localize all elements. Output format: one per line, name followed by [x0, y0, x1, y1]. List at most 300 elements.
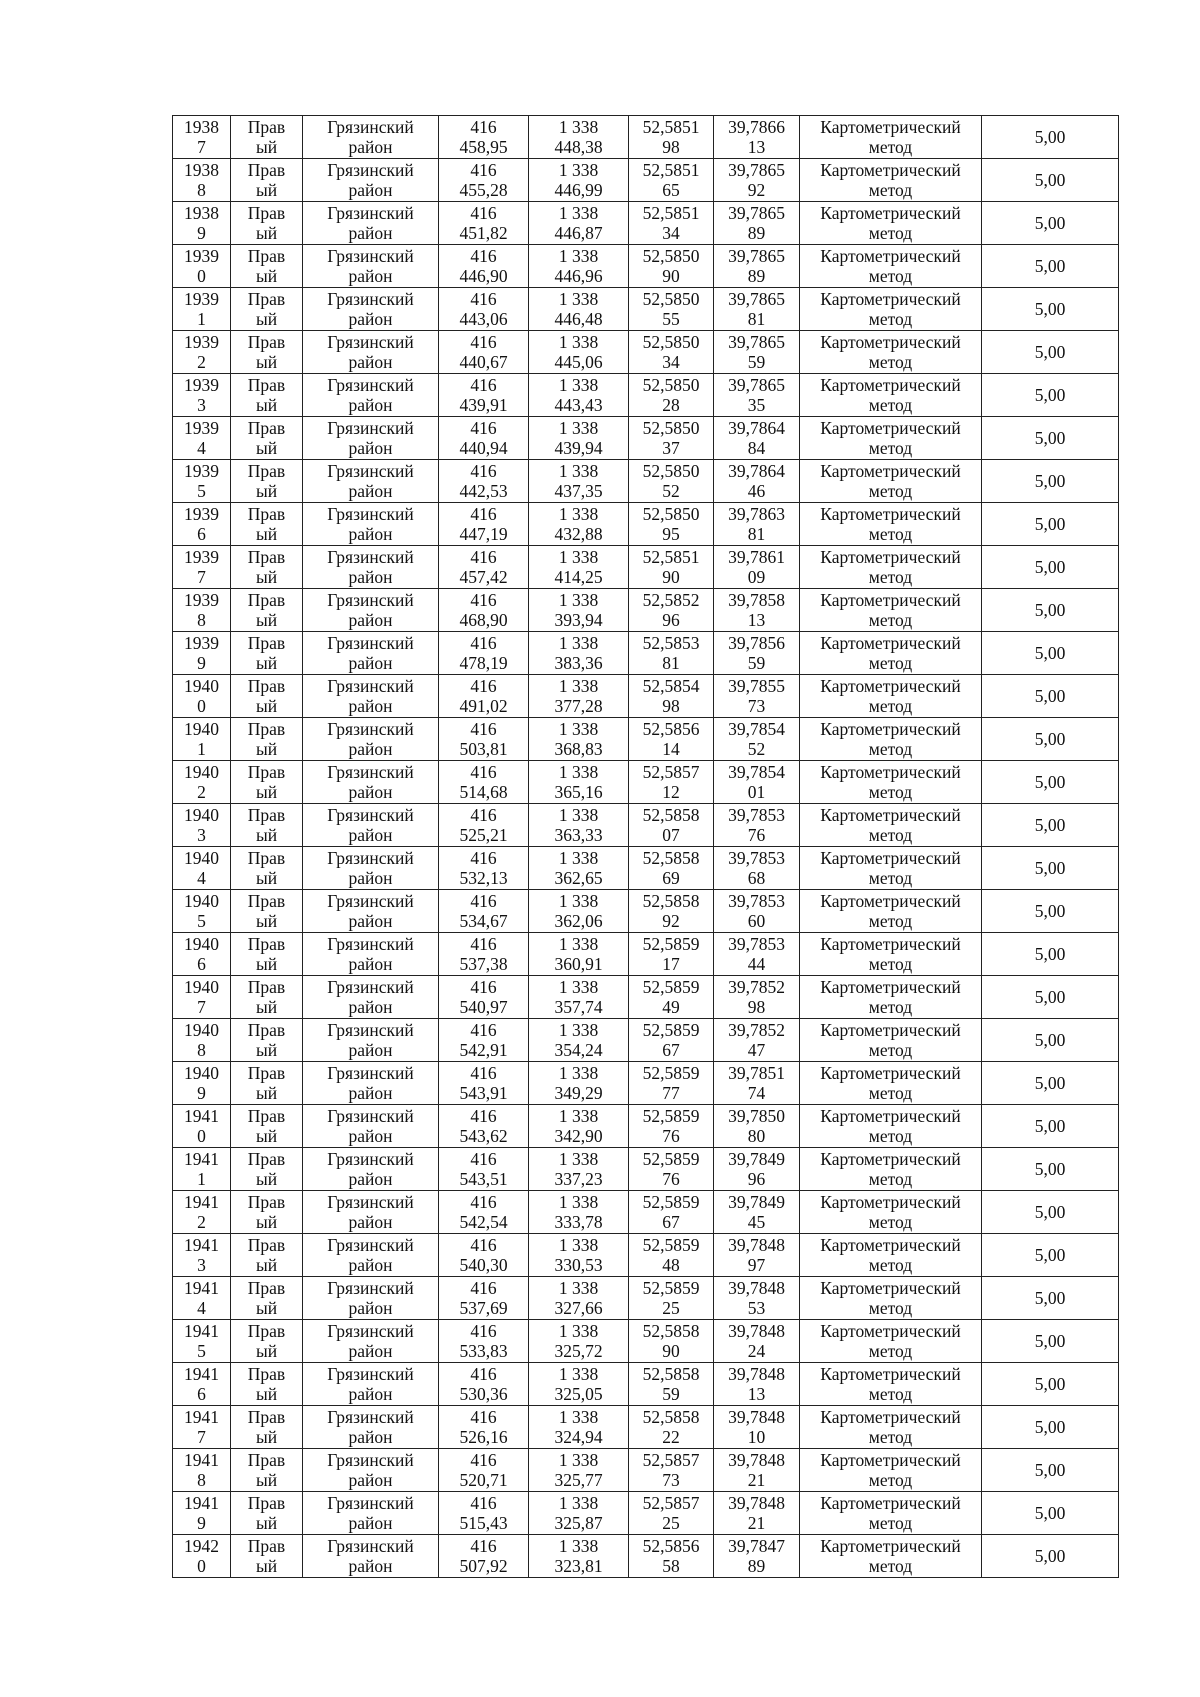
method-cell: Картометрический метод: [800, 202, 982, 245]
coordinate-y-cell: 1 338 445,06: [529, 331, 629, 374]
table-row: [173, 718, 1119, 761]
accuracy-cell: 5,00: [982, 976, 1119, 1019]
coordinate-y-cell: 1 338 342,90: [529, 1105, 629, 1148]
coordinate-x-cell: 416 537,38: [439, 933, 529, 976]
district-cell: Грязинский район: [303, 1019, 439, 1062]
longitude-cell: 39,7864 84: [714, 417, 800, 460]
bank-side-cell: Прав ый: [231, 1234, 303, 1277]
point-number-cell: 1942 0: [173, 1535, 231, 1578]
district-cell: Грязинский район: [303, 718, 439, 761]
point-number-cell: 1941 3: [173, 1234, 231, 1277]
bank-side-cell: Прав ый: [231, 976, 303, 1019]
method-cell: Картометрический метод: [800, 847, 982, 890]
latitude-cell: 52,5851 90: [629, 546, 714, 589]
accuracy-cell: 5,00: [982, 1148, 1119, 1191]
accuracy-cell: 5,00: [982, 1062, 1119, 1105]
coordinate-x-cell: 416 532,13: [439, 847, 529, 890]
longitude-cell: 39,7865 92: [714, 159, 800, 202]
latitude-cell: 52,5850 37: [629, 417, 714, 460]
accuracy-cell: 5,00: [982, 933, 1119, 976]
coordinate-x-cell: 416 440,94: [439, 417, 529, 460]
method-cell: Картометрический метод: [800, 159, 982, 202]
accuracy-cell: 5,00: [982, 1320, 1119, 1363]
point-number-cell: 1941 7: [173, 1406, 231, 1449]
method-cell: Картометрический метод: [800, 1320, 982, 1363]
coordinate-y-cell: 1 338 354,24: [529, 1019, 629, 1062]
table-row: [173, 417, 1119, 460]
accuracy-cell: 5,00: [982, 202, 1119, 245]
bank-side-cell: Прав ый: [231, 589, 303, 632]
coordinate-x-cell: 416 540,30: [439, 1234, 529, 1277]
latitude-cell: 52,5859 67: [629, 1019, 714, 1062]
latitude-cell: 52,5859 49: [629, 976, 714, 1019]
accuracy-cell: 5,00: [982, 331, 1119, 374]
table-row: [173, 933, 1119, 976]
accuracy-cell: 5,00: [982, 159, 1119, 202]
table-row: [173, 1363, 1119, 1406]
coordinate-x-cell: 416 457,42: [439, 546, 529, 589]
latitude-cell: 52,5859 17: [629, 933, 714, 976]
district-cell: Грязинский район: [303, 1277, 439, 1320]
longitude-cell: 39,7849 45: [714, 1191, 800, 1234]
latitude-cell: 52,5859 67: [629, 1191, 714, 1234]
latitude-cell: 52,5853 81: [629, 632, 714, 675]
accuracy-cell: 5,00: [982, 804, 1119, 847]
accuracy-cell: 5,00: [982, 675, 1119, 718]
bank-side-cell: Прав ый: [231, 245, 303, 288]
point-number-cell: 1938 9: [173, 202, 231, 245]
accuracy-cell: 5,00: [982, 589, 1119, 632]
method-cell: Картометрический метод: [800, 890, 982, 933]
latitude-cell: 52,5858 92: [629, 890, 714, 933]
table-row: [173, 589, 1119, 632]
point-number-cell: 1939 5: [173, 460, 231, 503]
bank-side-cell: Прав ый: [231, 1062, 303, 1105]
latitude-cell: 52,5851 34: [629, 202, 714, 245]
method-cell: Картометрический метод: [800, 1406, 982, 1449]
coordinate-y-cell: 1 338 333,78: [529, 1191, 629, 1234]
longitude-cell: 39,7853 60: [714, 890, 800, 933]
method-cell: Картометрический метод: [800, 675, 982, 718]
district-cell: Грязинский район: [303, 1148, 439, 1191]
latitude-cell: 52,5850 52: [629, 460, 714, 503]
longitude-cell: 39,7852 47: [714, 1019, 800, 1062]
accuracy-cell: 5,00: [982, 1492, 1119, 1535]
table-row: [173, 1320, 1119, 1363]
coordinate-y-cell: 1 338 446,87: [529, 202, 629, 245]
bank-side-cell: Прав ый: [231, 1535, 303, 1578]
method-cell: Картометрический метод: [800, 804, 982, 847]
table-row: [173, 1406, 1119, 1449]
longitude-cell: 39,7853 68: [714, 847, 800, 890]
point-number-cell: 1938 8: [173, 159, 231, 202]
table-row: [173, 374, 1119, 417]
coordinate-x-cell: 416 491,02: [439, 675, 529, 718]
method-cell: Картометрический метод: [800, 1234, 982, 1277]
point-number-cell: 1941 8: [173, 1449, 231, 1492]
coordinate-y-cell: 1 338 414,25: [529, 546, 629, 589]
longitude-cell: 39,7850 80: [714, 1105, 800, 1148]
coordinate-y-cell: 1 338 362,06: [529, 890, 629, 933]
longitude-cell: 39,7854 01: [714, 761, 800, 804]
point-number-cell: 1941 6: [173, 1363, 231, 1406]
bank-side-cell: Прав ый: [231, 1191, 303, 1234]
point-number-cell: 1941 5: [173, 1320, 231, 1363]
district-cell: Грязинский район: [303, 116, 439, 159]
table-row: [173, 331, 1119, 374]
district-cell: Грязинский район: [303, 1406, 439, 1449]
latitude-cell: 52,5858 90: [629, 1320, 714, 1363]
coordinate-x-cell: 416 537,69: [439, 1277, 529, 1320]
coordinate-y-cell: 1 338 325,87: [529, 1492, 629, 1535]
accuracy-cell: 5,00: [982, 288, 1119, 331]
table-row: [173, 1105, 1119, 1148]
district-cell: Грязинский район: [303, 1191, 439, 1234]
latitude-cell: 52,5856 58: [629, 1535, 714, 1578]
point-number-cell: 1941 1: [173, 1148, 231, 1191]
method-cell: Картометрический метод: [800, 1363, 982, 1406]
coordinate-x-cell: 416 451,82: [439, 202, 529, 245]
bank-side-cell: Прав ый: [231, 933, 303, 976]
point-number-cell: 1939 0: [173, 245, 231, 288]
coordinate-y-cell: 1 338 377,28: [529, 675, 629, 718]
district-cell: Грязинский район: [303, 1062, 439, 1105]
latitude-cell: 52,5851 65: [629, 159, 714, 202]
method-cell: Картометрический метод: [800, 460, 982, 503]
coordinate-y-cell: 1 338 325,72: [529, 1320, 629, 1363]
method-cell: Картометрический метод: [800, 933, 982, 976]
coordinate-x-cell: 416 520,71: [439, 1449, 529, 1492]
coordinate-y-cell: 1 338 365,16: [529, 761, 629, 804]
table-body: [173, 116, 1119, 1578]
point-number-cell: 1940 8: [173, 1019, 231, 1062]
latitude-cell: 52,5858 07: [629, 804, 714, 847]
latitude-cell: 52,5859 48: [629, 1234, 714, 1277]
method-cell: Картометрический метод: [800, 1191, 982, 1234]
longitude-cell: 39,7848 21: [714, 1492, 800, 1535]
latitude-cell: 52,5856 14: [629, 718, 714, 761]
latitude-cell: 52,5850 55: [629, 288, 714, 331]
bank-side-cell: Прав ый: [231, 417, 303, 460]
point-number-cell: 1939 9: [173, 632, 231, 675]
bank-side-cell: Прав ый: [231, 1363, 303, 1406]
coordinate-x-cell: 416 526,16: [439, 1406, 529, 1449]
accuracy-cell: 5,00: [982, 245, 1119, 288]
table-row: [173, 1019, 1119, 1062]
district-cell: Грязинский район: [303, 804, 439, 847]
district-cell: Грязинский район: [303, 1105, 439, 1148]
coordinate-x-cell: 416 542,54: [439, 1191, 529, 1234]
district-cell: Грязинский район: [303, 374, 439, 417]
table-row: [173, 1535, 1119, 1578]
district-cell: Грязинский район: [303, 761, 439, 804]
method-cell: Картометрический метод: [800, 331, 982, 374]
coordinate-x-cell: 416 525,21: [439, 804, 529, 847]
coordinate-y-cell: 1 338 368,83: [529, 718, 629, 761]
table-row: [173, 460, 1119, 503]
latitude-cell: 52,5851 98: [629, 116, 714, 159]
coordinate-y-cell: 1 338 432,88: [529, 503, 629, 546]
method-cell: Картометрический метод: [800, 718, 982, 761]
bank-side-cell: Прав ый: [231, 546, 303, 589]
district-cell: Грязинский район: [303, 1449, 439, 1492]
method-cell: Картометрический метод: [800, 632, 982, 675]
district-cell: Грязинский район: [303, 632, 439, 675]
latitude-cell: 52,5858 59: [629, 1363, 714, 1406]
point-number-cell: 1941 2: [173, 1191, 231, 1234]
coordinate-y-cell: 1 338 448,38: [529, 116, 629, 159]
latitude-cell: 52,5850 90: [629, 245, 714, 288]
coordinate-x-cell: 416 478,19: [439, 632, 529, 675]
coordinate-x-cell: 416 447,19: [439, 503, 529, 546]
coordinate-x-cell: 416 543,51: [439, 1148, 529, 1191]
bank-side-cell: Прав ый: [231, 116, 303, 159]
table-row: [173, 1449, 1119, 1492]
accuracy-cell: 5,00: [982, 632, 1119, 675]
longitude-cell: 39,7856 59: [714, 632, 800, 675]
method-cell: Картометрический метод: [800, 374, 982, 417]
longitude-cell: 39,7865 89: [714, 202, 800, 245]
boundary-points-table: [172, 115, 1119, 1578]
accuracy-cell: 5,00: [982, 116, 1119, 159]
coordinate-x-cell: 416 543,62: [439, 1105, 529, 1148]
coordinate-x-cell: 416 440,67: [439, 331, 529, 374]
method-cell: Картометрический метод: [800, 546, 982, 589]
method-cell: Картометрический метод: [800, 1148, 982, 1191]
bank-side-cell: Прав ый: [231, 1320, 303, 1363]
point-number-cell: 1939 7: [173, 546, 231, 589]
accuracy-cell: 5,00: [982, 1277, 1119, 1320]
coordinate-y-cell: 1 338 325,77: [529, 1449, 629, 1492]
point-number-cell: 1939 4: [173, 417, 231, 460]
point-number-cell: 1939 2: [173, 331, 231, 374]
bank-side-cell: Прав ый: [231, 761, 303, 804]
longitude-cell: 39,7847 89: [714, 1535, 800, 1578]
district-cell: Грязинский район: [303, 1320, 439, 1363]
longitude-cell: 39,7865 35: [714, 374, 800, 417]
coordinate-y-cell: 1 338 446,96: [529, 245, 629, 288]
district-cell: Грязинский район: [303, 933, 439, 976]
district-cell: Грязинский район: [303, 1234, 439, 1277]
table-row: [173, 890, 1119, 933]
accuracy-cell: 5,00: [982, 1105, 1119, 1148]
coordinate-x-cell: 416 514,68: [439, 761, 529, 804]
accuracy-cell: 5,00: [982, 1234, 1119, 1277]
bank-side-cell: Прав ый: [231, 1492, 303, 1535]
method-cell: Картометрический метод: [800, 1062, 982, 1105]
method-cell: Картометрический метод: [800, 1019, 982, 1062]
district-cell: Грязинский район: [303, 1535, 439, 1578]
bank-side-cell: Прав ый: [231, 202, 303, 245]
coordinate-y-cell: 1 338 360,91: [529, 933, 629, 976]
table-row: [173, 202, 1119, 245]
district-cell: Грязинский район: [303, 890, 439, 933]
point-number-cell: 1939 6: [173, 503, 231, 546]
longitude-cell: 39,7865 59: [714, 331, 800, 374]
table-row: [173, 1277, 1119, 1320]
coordinate-x-cell: 416 446,90: [439, 245, 529, 288]
coordinate-x-cell: 416 534,67: [439, 890, 529, 933]
point-number-cell: 1939 3: [173, 374, 231, 417]
coordinate-y-cell: 1 338 443,43: [529, 374, 629, 417]
table-row: [173, 976, 1119, 1019]
method-cell: Картометрический метод: [800, 245, 982, 288]
latitude-cell: 52,5850 95: [629, 503, 714, 546]
coordinate-x-cell: 416 439,91: [439, 374, 529, 417]
coordinate-y-cell: 1 338 357,74: [529, 976, 629, 1019]
point-number-cell: 1941 9: [173, 1492, 231, 1535]
longitude-cell: 39,7848 10: [714, 1406, 800, 1449]
longitude-cell: 39,7863 81: [714, 503, 800, 546]
coordinate-x-cell: 416 542,91: [439, 1019, 529, 1062]
coordinate-y-cell: 1 338 349,29: [529, 1062, 629, 1105]
longitude-cell: 39,7866 13: [714, 116, 800, 159]
bank-side-cell: Прав ый: [231, 460, 303, 503]
point-number-cell: 1940 5: [173, 890, 231, 933]
accuracy-cell: 5,00: [982, 546, 1119, 589]
table-row: [173, 1492, 1119, 1535]
coordinate-x-cell: 416 507,92: [439, 1535, 529, 1578]
bank-side-cell: Прав ый: [231, 1105, 303, 1148]
bank-side-cell: Прав ый: [231, 159, 303, 202]
district-cell: Грязинский район: [303, 331, 439, 374]
coordinate-x-cell: 416 458,95: [439, 116, 529, 159]
coordinate-y-cell: 1 338 337,23: [529, 1148, 629, 1191]
latitude-cell: 52,5859 77: [629, 1062, 714, 1105]
longitude-cell: 39,7853 76: [714, 804, 800, 847]
coordinate-y-cell: 1 338 393,94: [529, 589, 629, 632]
bank-side-cell: Прав ый: [231, 847, 303, 890]
accuracy-cell: 5,00: [982, 460, 1119, 503]
coordinate-y-cell: 1 338 437,35: [529, 460, 629, 503]
latitude-cell: 52,5858 69: [629, 847, 714, 890]
point-number-cell: 1940 4: [173, 847, 231, 890]
coordinate-y-cell: 1 338 323,81: [529, 1535, 629, 1578]
accuracy-cell: 5,00: [982, 374, 1119, 417]
bank-side-cell: Прав ый: [231, 331, 303, 374]
district-cell: Грязинский район: [303, 288, 439, 331]
method-cell: Картометрический метод: [800, 503, 982, 546]
accuracy-cell: 5,00: [982, 1535, 1119, 1578]
bank-side-cell: Прав ый: [231, 890, 303, 933]
bank-side-cell: Прав ый: [231, 804, 303, 847]
coordinate-y-cell: 1 338 325,05: [529, 1363, 629, 1406]
accuracy-cell: 5,00: [982, 417, 1119, 460]
table-row: [173, 847, 1119, 890]
point-number-cell: 1940 0: [173, 675, 231, 718]
bank-side-cell: Прав ый: [231, 718, 303, 761]
longitude-cell: 39,7848 53: [714, 1277, 800, 1320]
coordinate-y-cell: 1 338 363,33: [529, 804, 629, 847]
latitude-cell: 52,5859 76: [629, 1148, 714, 1191]
accuracy-cell: 5,00: [982, 1019, 1119, 1062]
point-number-cell: 1940 3: [173, 804, 231, 847]
longitude-cell: 39,7865 89: [714, 245, 800, 288]
bank-side-cell: Прав ый: [231, 1449, 303, 1492]
point-number-cell: 1938 7: [173, 116, 231, 159]
coordinate-y-cell: 1 338 446,48: [529, 288, 629, 331]
accuracy-cell: 5,00: [982, 761, 1119, 804]
longitude-cell: 39,7854 52: [714, 718, 800, 761]
accuracy-cell: 5,00: [982, 1191, 1119, 1234]
district-cell: Грязинский район: [303, 847, 439, 890]
latitude-cell: 52,5852 96: [629, 589, 714, 632]
coordinate-y-cell: 1 338 446,99: [529, 159, 629, 202]
method-cell: Картометрический метод: [800, 1492, 982, 1535]
table-row: [173, 632, 1119, 675]
longitude-cell: 39,7864 46: [714, 460, 800, 503]
method-cell: Картометрический метод: [800, 417, 982, 460]
table-row: [173, 1234, 1119, 1277]
longitude-cell: 39,7851 74: [714, 1062, 800, 1105]
coordinate-x-cell: 416 540,97: [439, 976, 529, 1019]
accuracy-cell: 5,00: [982, 1363, 1119, 1406]
table-row: [173, 804, 1119, 847]
table-row: [173, 159, 1119, 202]
point-number-cell: 1940 2: [173, 761, 231, 804]
table-row: [173, 503, 1119, 546]
point-number-cell: 1940 1: [173, 718, 231, 761]
accuracy-cell: 5,00: [982, 847, 1119, 890]
latitude-cell: 52,5859 76: [629, 1105, 714, 1148]
district-cell: Грязинский район: [303, 460, 439, 503]
point-number-cell: 1940 9: [173, 1062, 231, 1105]
point-number-cell: 1941 0: [173, 1105, 231, 1148]
coordinate-y-cell: 1 338 362,65: [529, 847, 629, 890]
method-cell: Картометрический метод: [800, 1535, 982, 1578]
latitude-cell: 52,5857 73: [629, 1449, 714, 1492]
coordinate-x-cell: 416 543,91: [439, 1062, 529, 1105]
table-row: [173, 546, 1119, 589]
bank-side-cell: Прав ый: [231, 374, 303, 417]
bank-side-cell: Прав ый: [231, 288, 303, 331]
method-cell: Картометрический метод: [800, 1277, 982, 1320]
point-number-cell: 1939 8: [173, 589, 231, 632]
coordinate-y-cell: 1 338 324,94: [529, 1406, 629, 1449]
district-cell: Грязинский район: [303, 675, 439, 718]
coordinate-y-cell: 1 338 439,94: [529, 417, 629, 460]
longitude-cell: 39,7861 09: [714, 546, 800, 589]
table-row: [173, 675, 1119, 718]
longitude-cell: 39,7858 13: [714, 589, 800, 632]
latitude-cell: 52,5857 12: [629, 761, 714, 804]
longitude-cell: 39,7852 98: [714, 976, 800, 1019]
table-row: [173, 761, 1119, 804]
district-cell: Грязинский район: [303, 1492, 439, 1535]
coordinate-x-cell: 416 443,06: [439, 288, 529, 331]
method-cell: Картометрический метод: [800, 116, 982, 159]
table-row: [173, 1062, 1119, 1105]
district-cell: Грязинский район: [303, 159, 439, 202]
latitude-cell: 52,5858 22: [629, 1406, 714, 1449]
longitude-cell: 39,7848 97: [714, 1234, 800, 1277]
bank-side-cell: Прав ый: [231, 1148, 303, 1191]
point-number-cell: 1941 4: [173, 1277, 231, 1320]
latitude-cell: 52,5854 98: [629, 675, 714, 718]
latitude-cell: 52,5850 34: [629, 331, 714, 374]
district-cell: Грязинский район: [303, 503, 439, 546]
table-row: [173, 116, 1119, 159]
bank-side-cell: Прав ый: [231, 675, 303, 718]
bank-side-cell: Прав ый: [231, 632, 303, 675]
district-cell: Грязинский район: [303, 546, 439, 589]
coordinate-x-cell: 416 533,83: [439, 1320, 529, 1363]
longitude-cell: 39,7865 81: [714, 288, 800, 331]
coordinate-y-cell: 1 338 330,53: [529, 1234, 629, 1277]
coordinate-x-cell: 416 503,81: [439, 718, 529, 761]
latitude-cell: 52,5850 28: [629, 374, 714, 417]
district-cell: Грязинский район: [303, 1363, 439, 1406]
